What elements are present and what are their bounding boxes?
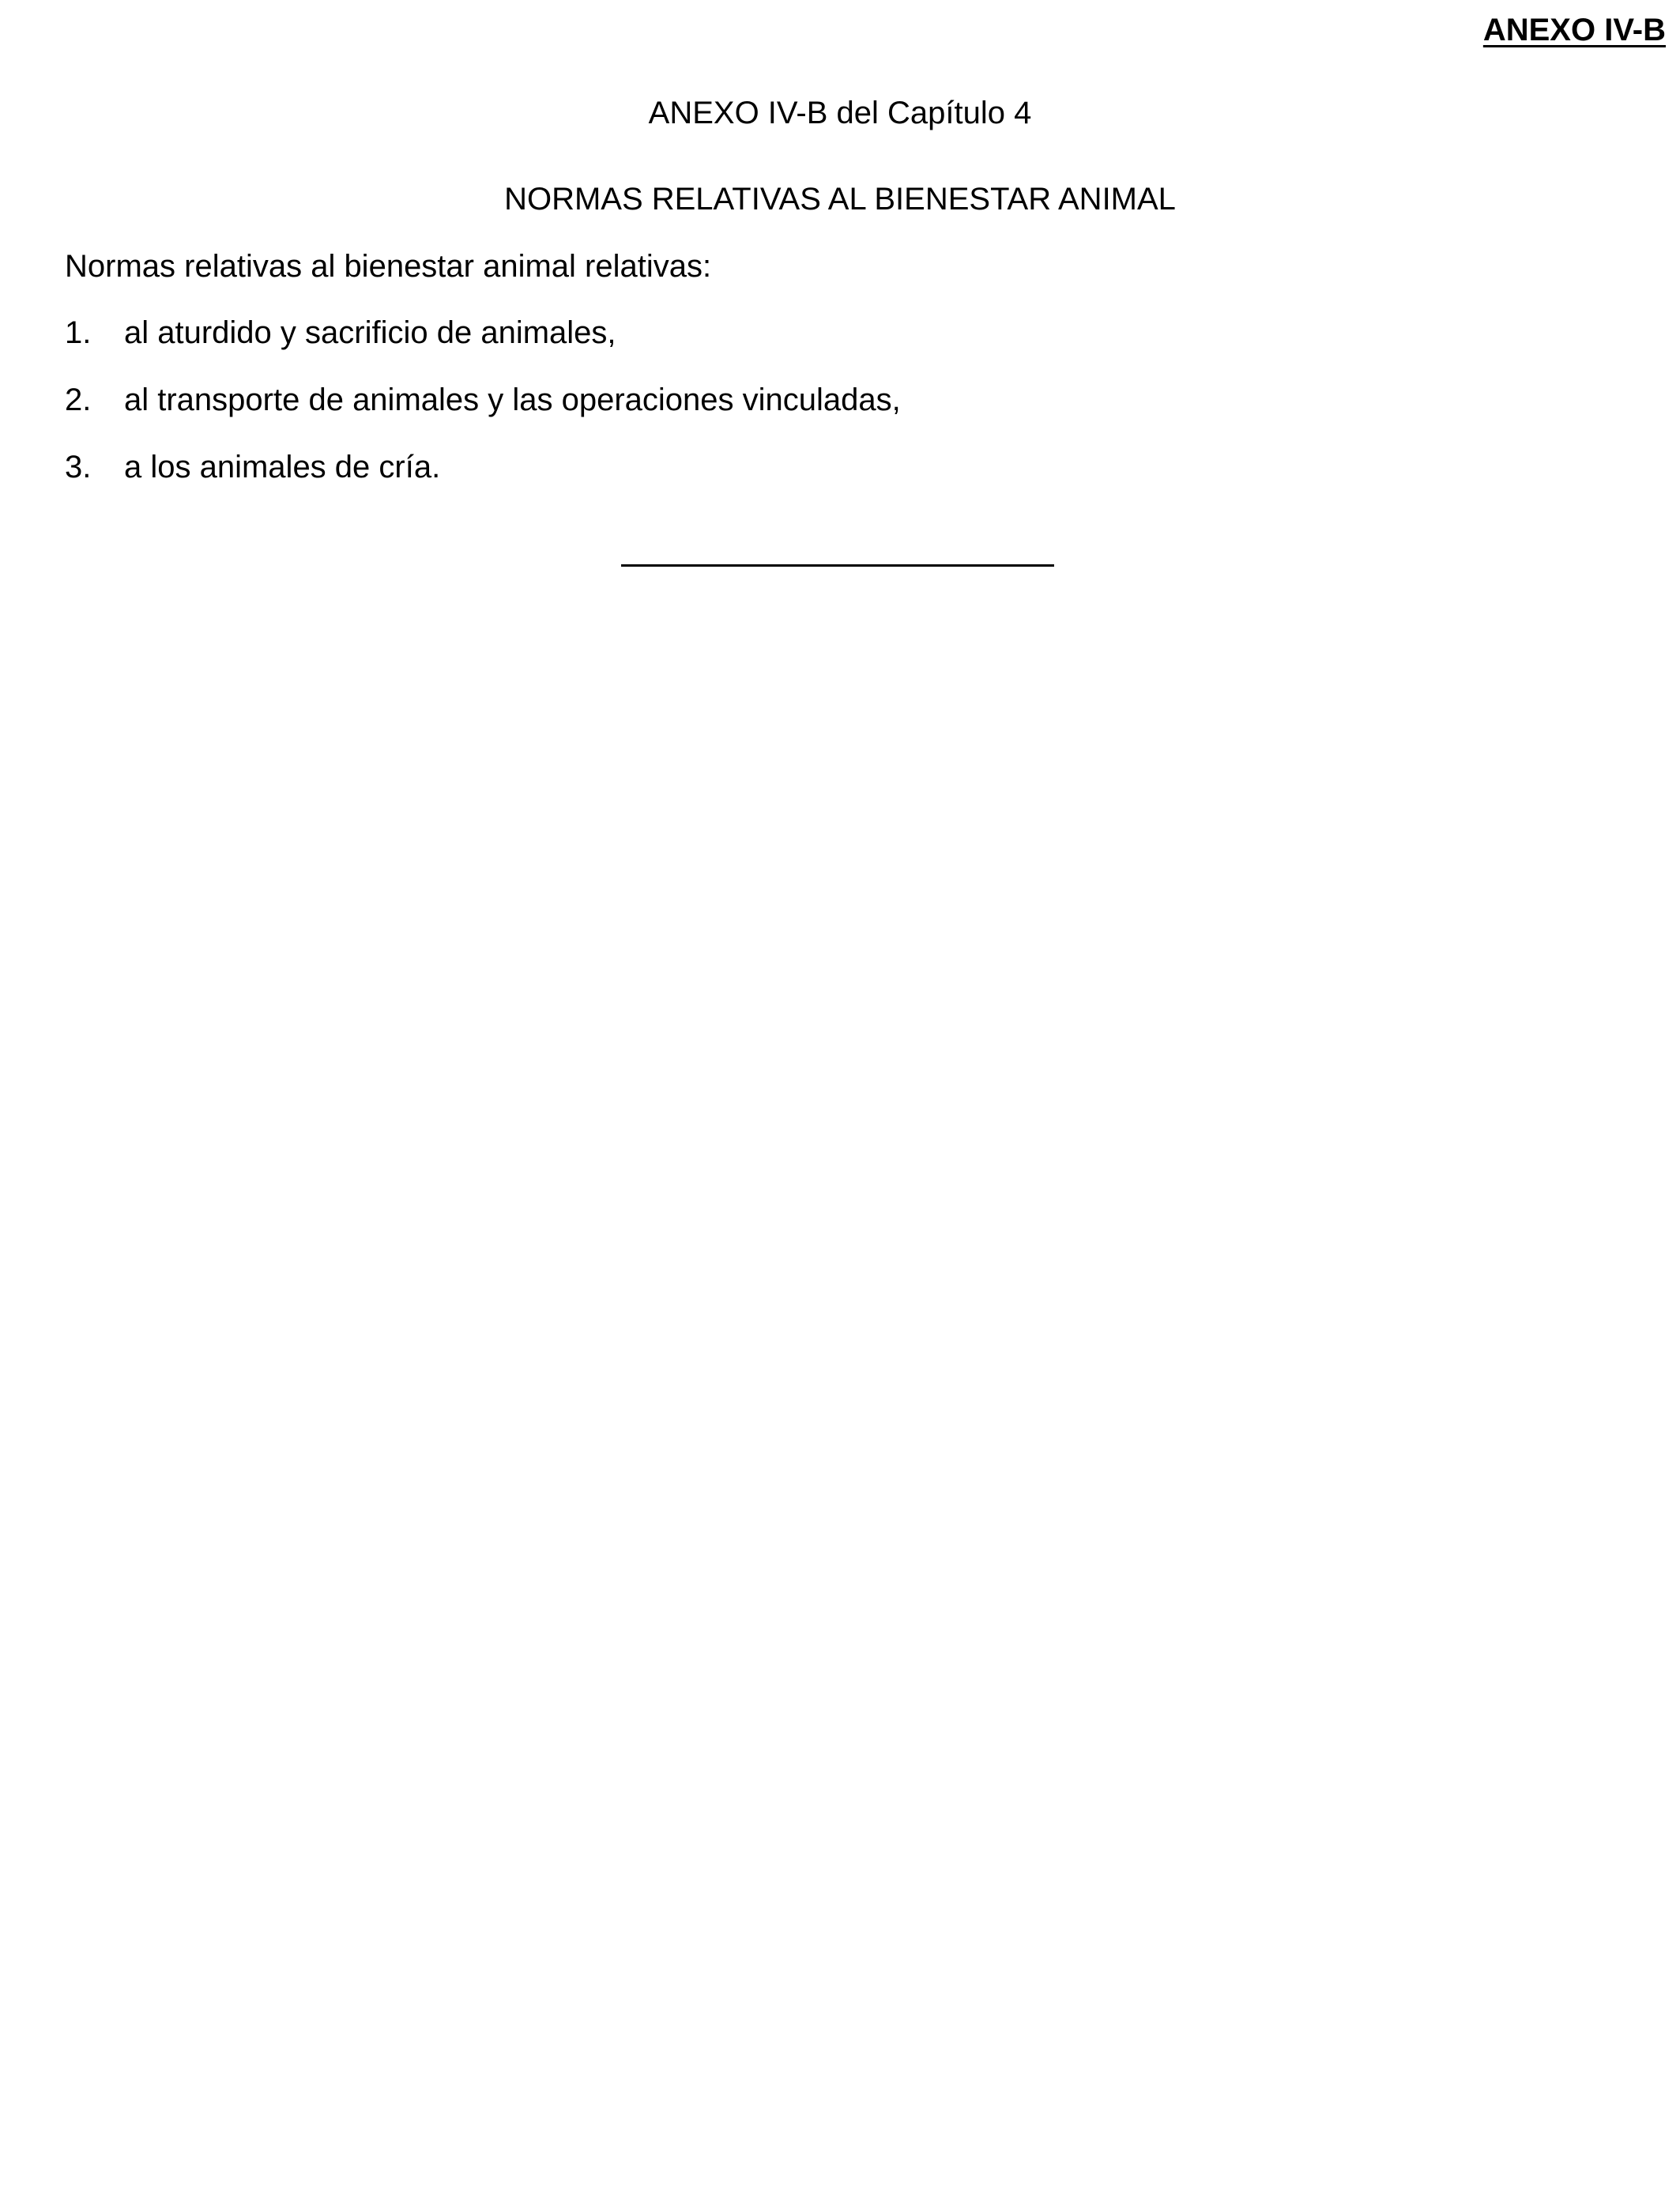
list-item-number: 2.: [65, 383, 92, 417]
list-item-text: al aturdido y sacrificio de animales,: [124, 315, 616, 350]
list-item-text: al transporte de animales y las operaciones vinculadas,: [124, 383, 901, 417]
intro-paragraph: Normas relativas al bienestar animal relativas:: [65, 249, 712, 284]
list-item-text: a los animales de cría.: [124, 450, 441, 484]
list-item: [65, 313, 616, 352]
list-item-number: 1.: [65, 315, 92, 350]
list-item-number: 3.: [65, 450, 92, 484]
list-item: [65, 447, 440, 487]
end-divider: [621, 564, 1054, 567]
list-item: [65, 380, 901, 420]
section-title: NORMAS RELATIVAS AL BIENESTAR ANIMAL: [504, 182, 1176, 217]
annex-title: ANEXO IV-B del Capítulo 4: [648, 96, 1032, 130]
annex-corner-tag: ANEXO IV-B: [1482, 13, 1666, 47]
